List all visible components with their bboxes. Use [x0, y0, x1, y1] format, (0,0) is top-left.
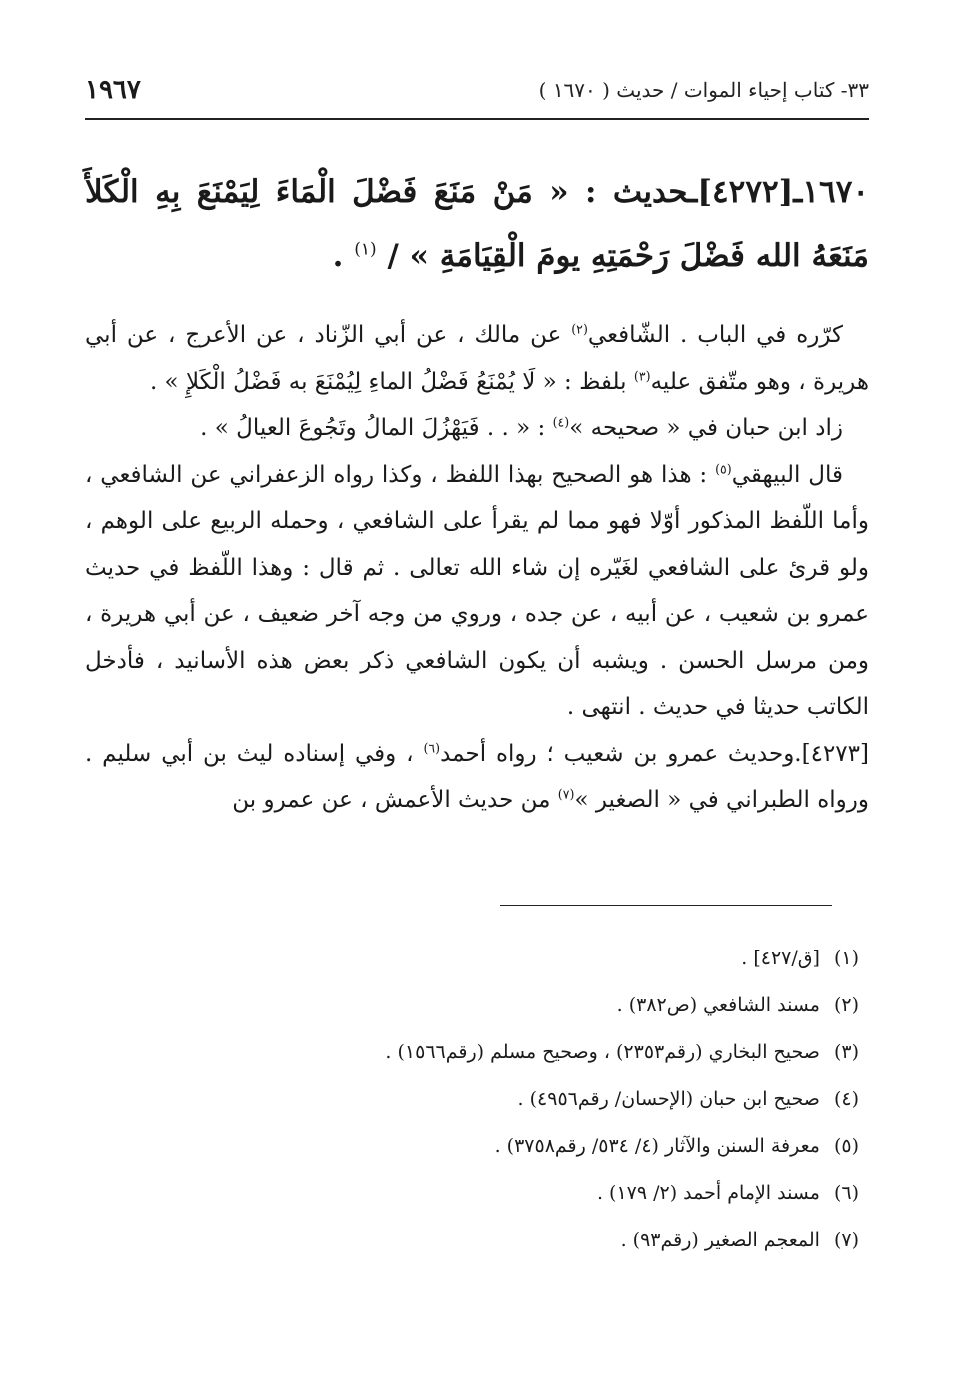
- footnote-ref[interactable]: (١): [354, 239, 377, 260]
- footnote-number: (٥): [833, 1135, 859, 1157]
- text-run: كرّره في الباب . الشّافعي: [587, 322, 843, 348]
- text-run: : هذا هو الصحيح بهذا اللفظ ، وكذا رواه الزعفراني عن الشافعي ، وأما اللّفظ المذكور أوّلا فهو مما لم يقرأ على الشافعي ، وحمله الربيع على الوهم ، ولو قرئ على الشافعي لغَيّره إن شاء الله تعالى . ثم قال : وهذا اللّفظ في حديث عمرو بن شعيب ، عن أبيه ، عن جده ، وروي من وجه آخر ضعيف ، عن أبي هريرة ، ومن مرسل الحسن . ويشبه أن يكون الشافعي ذكر بعض هذه الأسانيد ، فأدخل الكاتب حديثا في حديث . انتهى .: [85, 461, 869, 720]
- footnote-text: صحيح ابن حبان (الإحسان/ رقم٤٩٥٦) .: [517, 1088, 820, 1110]
- running-header: [85, 70, 869, 110]
- hadith-heading: [85, 160, 869, 288]
- hadith-number: ١٦٧٠ـ[٤٢٧٢]ـ: [688, 174, 869, 210]
- footnote-text: المعجم الصغير (رقم٩٣) .: [620, 1229, 820, 1251]
- text-run: [٤٢٧٣].وحديث عمرو بن شعيب ؛ رواه أحمد: [440, 740, 869, 767]
- paragraph-1: [85, 312, 869, 405]
- footnote-ref[interactable]: (٦): [423, 739, 441, 755]
- footnote-text: مسند الشافعي (ص٣٨٢) .: [616, 994, 820, 1016]
- footnote-ref[interactable]: (٧): [557, 786, 575, 802]
- text-run: : « . . فَيَهْزُلَ المالُ وتَجُوعَ العيالُ » .: [200, 415, 553, 441]
- paragraph-3: [85, 452, 869, 731]
- hadith-text: حديث : « مَنْ مَنَعَ فَضْلَ الْمَاءَ لِيَمْنَعَ بِهِ الْكَلأَ مَنَعَهُ الله فَضْلَ رَحْمَتِهِ يومَ الْقِيَامَةِ » /: [85, 174, 869, 274]
- footnote-number: (٣): [833, 1041, 859, 1063]
- text-run: ، وفي إسناده ليث بن أبي سليم . ورواه الطبراني في « الصغير »: [85, 740, 869, 813]
- footnote-text: صحيح البخاري (رقم٢٣٥٣) ، وصحيح مسلم (رقم١٥٦٦) .: [385, 1041, 820, 1063]
- page-number: ١٩٦٧: [85, 75, 141, 105]
- header-rule: [85, 118, 869, 120]
- footnote-item: [85, 935, 859, 982]
- footnote-item: [85, 1170, 859, 1217]
- text-run: قال البيهقي: [731, 461, 843, 488]
- footnote-number: (٦): [833, 1182, 859, 1204]
- footnote-number: (٤): [833, 1088, 859, 1110]
- text-run: من حديث الأعمش ، عن عمرو بن: [232, 787, 558, 813]
- footnote-number: (١): [833, 947, 859, 969]
- footnote-number: (٢): [833, 994, 859, 1016]
- text-run: بلفظ : « لَا يُمْنَعُ فَضْلُ الماءِ لِيُمْنَعَ به فَضْلُ الْكَلإِ » .: [149, 368, 634, 395]
- commentary: [85, 312, 869, 824]
- footnote-ref[interactable]: (٥): [715, 460, 732, 476]
- running-title: ٣٣- كتاب إحياء الموات / حديث ( ١٦٧٠ ): [538, 78, 869, 102]
- footnote-item: [85, 1029, 859, 1076]
- text-run: زاد ابن حبان في « صحيحه »: [569, 415, 843, 441]
- footnote-ref[interactable]: (٢): [571, 321, 588, 337]
- paragraph-4: [85, 731, 869, 824]
- paragraph-2: [85, 405, 869, 452]
- footnote-separator: [500, 905, 832, 906]
- footnote-item: [85, 982, 859, 1029]
- footnote-text: معرفة السنن والآثار (٤/ ٥٣٤/ رقم٣٧٥٨) .: [494, 1135, 820, 1157]
- footnote-ref[interactable]: (٤): [552, 414, 570, 430]
- footnote-number: (٧): [833, 1229, 859, 1251]
- footnote-ref[interactable]: (٣): [633, 367, 651, 383]
- footnote-text: مسند الإمام أحمد (٢/ ١٧٩) .: [596, 1182, 820, 1204]
- footnote-text: [ق/٤٢٧] .: [741, 947, 820, 969]
- footnote-item: [85, 1076, 859, 1123]
- footnotes-list: [85, 935, 859, 1264]
- text-run: عن مالك ، عن أبي الزّناد ، عن الأعرج ، عن أبي هريرة ، وهو متّفق عليه: [85, 322, 869, 395]
- footnote-item: [85, 1123, 859, 1170]
- hadith-end: .: [332, 238, 355, 274]
- footnote-item: [85, 1217, 859, 1264]
